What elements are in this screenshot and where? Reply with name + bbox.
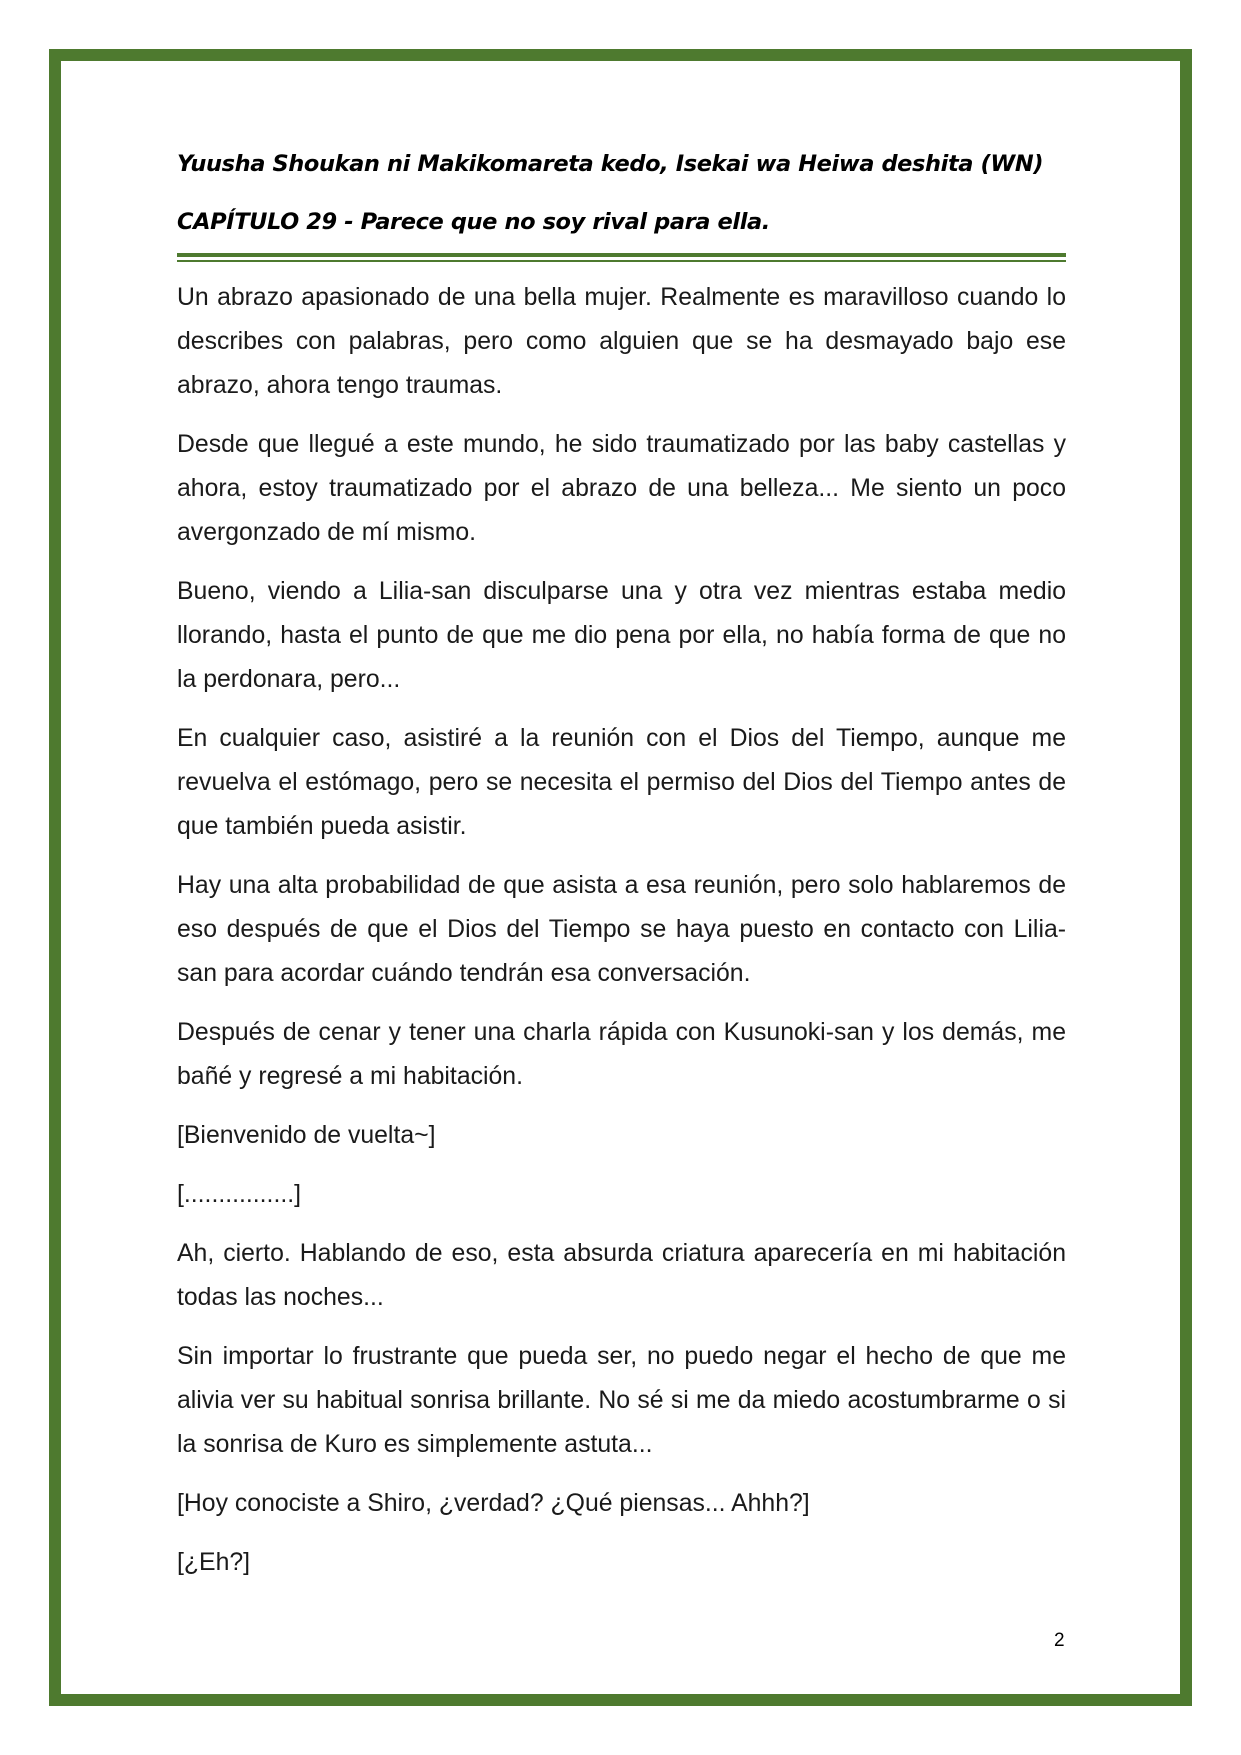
paragraph: Bueno, viendo a Lilia-san disculparse una y otra vez mientras estaba medio llorando, hasta el punto de que me dio pena por ella, no había forma de que no la perdonara, pero... bbox=[177, 578, 1066, 693]
series-title: Yuusha Shoukan ni Makikomareta kedo, Isekai wa Heiwa deshita (WN) bbox=[177, 151, 1044, 177]
page-number: 2 bbox=[1054, 1630, 1065, 1651]
paragraph: Desde que llegué a este mundo, he sido traumatizado por las baby castellas y ahora, estoy traumatizado por el abrazo de una belleza... Me siento un poco avergonzado de mí mismo. bbox=[177, 431, 1066, 546]
document-content bbox=[177, 135, 1066, 1600]
title-divider-thick bbox=[177, 253, 1066, 257]
dialogue-line: [Bienvenido de vuelta~] bbox=[177, 1122, 436, 1149]
dialogue-line: [................] bbox=[177, 1181, 302, 1208]
dialogue-line: [Hoy conociste a Shiro, ¿verdad? ¿Qué piensas... Ahhh?] bbox=[177, 1490, 810, 1517]
dialogue-line: [¿Eh?] bbox=[177, 1549, 251, 1576]
paragraph: Sin importar lo frustrante que pueda ser, no puedo negar el hecho de que me alivia ver su habitual sonrisa brillante. No sé si me da miedo acostumbrarme o si la sonrisa de Kuro es simplemente astuta... bbox=[177, 1343, 1066, 1458]
chapter-title: CAPÍTULO 29 - Parece que no soy rival para ella. bbox=[177, 209, 770, 235]
paragraph: En cualquier caso, asistiré a la reunión con el Dios del Tiempo, aunque me revuelva el estómago, pero se necesita el permiso del Dios del Tiempo antes de que también pueda asistir. bbox=[177, 725, 1066, 840]
chapter-body bbox=[177, 276, 1066, 1585]
paragraph: Ah, cierto. Hablando de eso, esta absurda criatura aparecería en mi habitación todas las noches... bbox=[177, 1240, 1066, 1311]
title-divider bbox=[177, 253, 1066, 262]
paragraph: Hay una alta probabilidad de que asista a esa reunión, pero solo hablaremos de eso después de que el Dios del Tiempo se haya puesto en contacto con Lilia-san para acordar cuándo tendrán esa conversación. bbox=[177, 872, 1066, 987]
title-divider-thin bbox=[177, 260, 1066, 262]
paragraph: Un abrazo apasionado de una bella mujer. Realmente es maravilloso cuando lo describes con palabras, pero como alguien que se ha desmayado bajo ese abrazo, ahora tengo traumas. bbox=[177, 284, 1066, 399]
paragraph: Después de cenar y tener una charla rápida con Kusunoki-san y los demás, me bañé y regresé a mi habitación. bbox=[177, 1019, 1066, 1090]
